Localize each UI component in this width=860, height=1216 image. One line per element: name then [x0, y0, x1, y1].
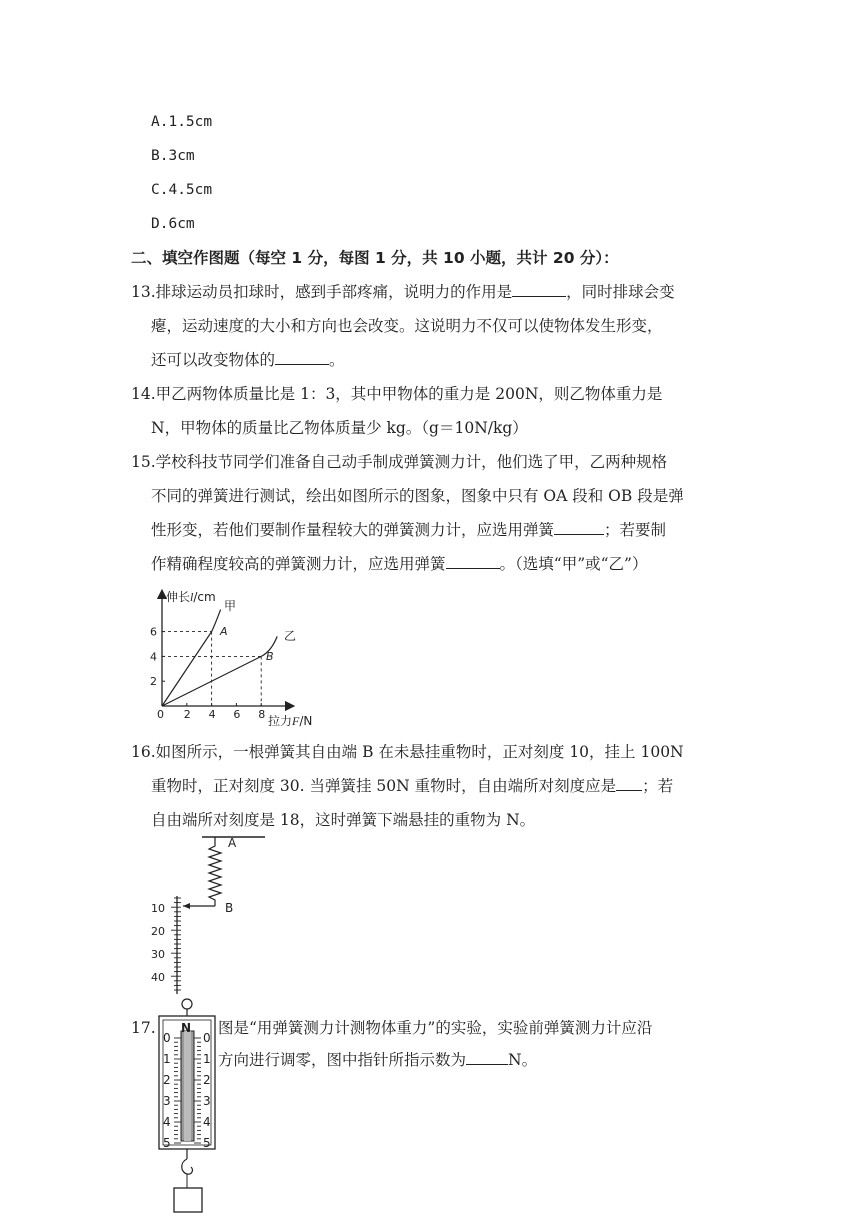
series-jia-label: 甲	[224, 599, 237, 613]
q13-text-3a: 还可以改变物体的	[151, 351, 276, 369]
label-b: B	[225, 901, 234, 915]
q16-blank-1	[616, 776, 642, 791]
q16-text-2b: ；若	[642, 777, 674, 795]
left-scale-1: 1	[163, 1052, 171, 1066]
origin-label: 0	[157, 708, 164, 721]
x-axis-label: 拉力F/N	[268, 714, 313, 728]
option-d: D.6cm	[151, 216, 195, 232]
q15-text-4a: 作精确程度较高的弹簧测力计，应选用弹簧	[151, 555, 446, 573]
y-tick-label-6: 6	[150, 625, 157, 639]
q17-number: 17.	[131, 1019, 156, 1037]
left-scale-3: 3	[163, 1094, 171, 1108]
q13-line-2: 瘪，运动速度的大小和方向也会改变。这说明力不仅可以使物体发生形变，	[151, 317, 663, 335]
q17-text-2a: 方向进行调零，图中指针所指示数为	[218, 1051, 467, 1069]
x-tick-label-4: 4	[208, 708, 216, 721]
scale-10: 10	[151, 902, 165, 915]
left-scale-0: 0	[163, 1031, 171, 1045]
left-scale-2: 2	[163, 1073, 171, 1087]
x-tick-label-8: 8	[258, 708, 266, 721]
q13-blank-2	[275, 350, 329, 365]
y-axis-label: 伸长l/cm	[166, 590, 216, 604]
x-tick-label-2: 2	[183, 708, 191, 721]
q16-line-1: 16.如图所示，一根弹簧其自由端 B 在未悬挂重物时，正对刻度 10，挂上 100N	[131, 743, 684, 761]
left-scale-4: 4	[163, 1115, 171, 1129]
series-line-0	[162, 632, 212, 706]
spring-ruler-figure	[145, 834, 275, 994]
right-scale-5: 5	[203, 1136, 211, 1150]
option-c: C.4.5cm	[151, 182, 213, 198]
scale-40: 40	[151, 971, 165, 984]
q16-line-2	[151, 776, 673, 796]
q13-text-1a: 13.排球运动员扣球时，感到手部疼痛，说明力的作用是	[131, 283, 513, 301]
spring-coil	[209, 837, 221, 906]
x-tick-label-6: 6	[233, 708, 241, 721]
point-b-label: B	[266, 650, 274, 663]
q15-blank-1	[554, 520, 604, 535]
scale-30: 30	[151, 948, 165, 961]
point-a-label: A	[220, 625, 228, 638]
right-scale-2: 2	[203, 1073, 211, 1087]
spring-graph	[140, 588, 340, 733]
right-scale-3: 3	[203, 1094, 211, 1108]
scale-20: 20	[151, 925, 165, 938]
right-scale-4: 4	[203, 1115, 211, 1129]
y-tick-label-4: 4	[150, 650, 157, 664]
hook	[182, 1159, 193, 1174]
q13-text-3b: 。	[329, 351, 345, 369]
q13-text-1b: ，同时排球会变	[566, 283, 675, 301]
q13-blank-1	[512, 282, 566, 297]
q16-text-2a: 重物时，正对刻度 30. 当弹簧挂 50N 重物时，自由端所对刻度应是	[151, 777, 617, 795]
series-yi-label: 乙	[284, 629, 297, 643]
q13-line-3	[151, 350, 345, 370]
q15-line-4	[151, 554, 647, 574]
q16-line-3: 自由端所对刻度是 18，这时弹簧下端悬挂的重物为 N。	[151, 811, 536, 829]
q17-line-1: 图是“用弹簧测力计测物体重力”的实验，实验前弹簧测力计应沿	[218, 1019, 653, 1037]
option-b: B.3cm	[151, 148, 195, 164]
q15-text-3a: 性形变，若他们要制作量程较大的弹簧测力计，应选用弹簧	[151, 521, 555, 539]
q15-text-4b: 。（选填“甲”或“乙”）	[499, 555, 648, 573]
option-a: A.1.5cm	[151, 114, 213, 130]
q17-line-2	[218, 1050, 537, 1070]
q15-blank-2	[446, 554, 500, 569]
q15-line-2: 不同的弹簧进行测试，绘出如图所示的图象，图象中只有 OA 段和 OB 段是弹	[151, 487, 684, 505]
hanging-weight	[174, 1188, 202, 1212]
q17-text-2b: N。	[508, 1051, 538, 1069]
q17-blank-1	[466, 1050, 508, 1065]
q14-line-2: N，甲物体的质量比乙物体质量少 kg。（g＝10N/kg）	[151, 419, 528, 437]
unit-label: N	[181, 1021, 192, 1035]
q14-line-1: 14.甲乙两物体质量比是 1：3，其中甲物体的重力是 200N，则乙物体重力是	[131, 385, 663, 403]
q15-text-3b: ；若要制	[604, 521, 667, 539]
right-scale-0: 0	[203, 1031, 211, 1045]
section-heading: 二、填空作图题（每空 1 分，每图 1 分，共 10 小题，共计 20 分）：	[131, 249, 619, 267]
left-scale-5: 5	[163, 1136, 171, 1150]
label-a: A	[228, 836, 237, 850]
right-scale-1: 1	[203, 1052, 211, 1066]
q15-line-3	[151, 520, 666, 540]
q15-line-1: 15.学校科技节同学们准备自己动手制成弹簧测力计，他们选了甲，乙两种规格	[131, 453, 668, 471]
spring-scale-figure	[154, 996, 220, 1216]
q13-line-1	[131, 282, 675, 302]
y-tick-label-2: 2	[150, 675, 157, 689]
